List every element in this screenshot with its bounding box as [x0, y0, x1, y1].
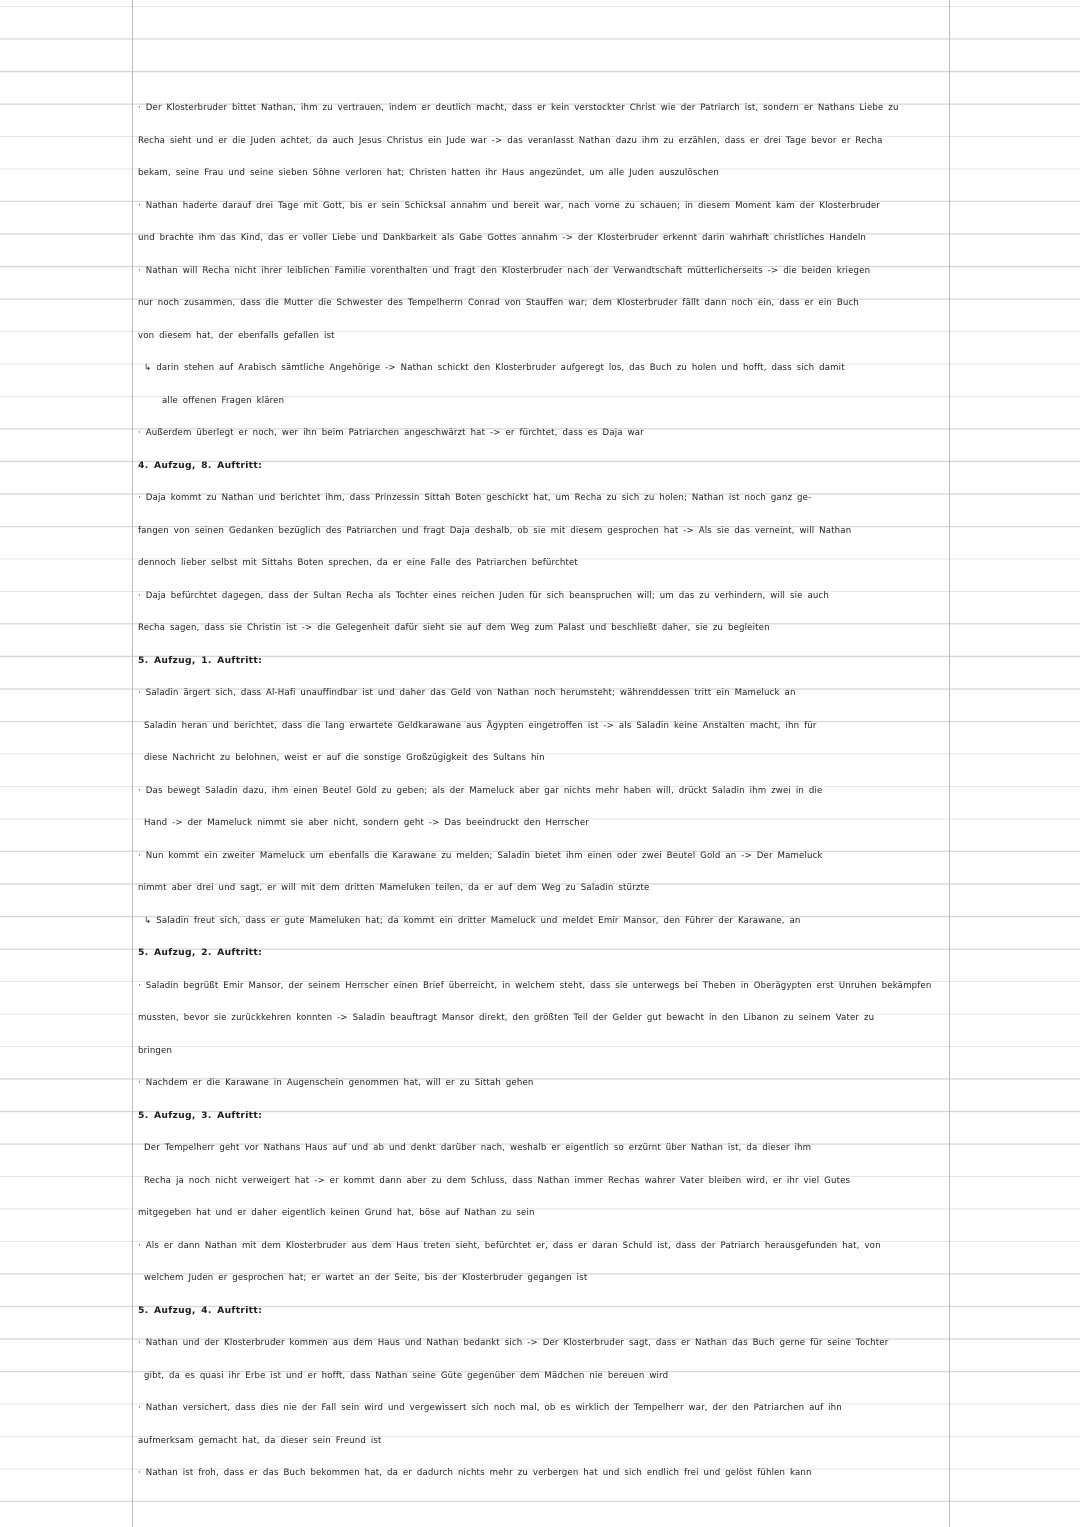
note-line: aufmerksam gemacht hat, da dieser sein Freund ist: [138, 1435, 382, 1446]
note-line: Hand -> der Mameluck nimmt sie aber nicht, sondern geht -> Das beeindruckt den Herrscher: [144, 818, 589, 828]
note-line: · Nachdem er die Karawane in Augenschein genommen hat, will er zu Sittah gehen: [138, 1078, 534, 1088]
note-line: Saladin heran und berichtet, dass die lang erwartete Geldkarawane aus Ägypten eingetroffen ist -> als Saladin keine Anstalten macht, ihn für: [144, 720, 817, 731]
note-line: · Nun kommt ein zweiter Mameluck um ebenfalls die Karawane zu melden; Saladin bietet ihm einen oder zwei Beutel Gold an -> Der Mameluck: [138, 850, 823, 861]
section-heading: 5. Aufzug, 1. Auftritt:: [138, 654, 263, 666]
note-line: mitgegeben hat und er daher eigentlich keinen Grund hat, böse auf Nathan zu sein: [138, 1208, 535, 1218]
note-line: gibt, da es quasi ihr Erbe ist und er hofft, dass Nathan seine Güte gegenüber dem Mädchen nie bereuen wird: [144, 1370, 669, 1381]
note-line: und brachte ihm das Kind, das er voller Liebe und Dankbarkeit als Gabe Gottes annahm -> der Klosterbruder erkennt darin wahrhaft christliches Handeln: [138, 233, 867, 243]
note-line: · Als er dann Nathan mit dem Klosterbruder aus dem Haus treten sieht, befürchtet er, dass er daran Schuld ist, dass der Patriarch herausgefunden hat, von: [138, 1240, 881, 1251]
note-line: Der Tempelherr geht vor Nathans Haus auf und ab und denkt darüber nach, weshalb er eigentlich so erzürnt über Nathan ist, da dieser ihm: [144, 1143, 812, 1153]
note-line: dennoch lieber selbst mit Sittahs Boten sprechen, da er eine Falle des Patriarchen befürchtet: [138, 558, 578, 568]
note-line: · Saladin ärgert sich, dass Al-Hafi unauffindbar ist und daher das Geld von Nathan noch herumsteht; währenddessen tritt ein Mameluck an: [138, 688, 796, 698]
note-line: Recha sieht und er die Juden achtet, da auch Jesus Christus ein Jude war -> das veranlasst Nathan dazu ihm zu erzählen, dass er drei Tage bevor er Recha: [138, 135, 883, 146]
section-heading: 5. Aufzug, 3. Auftritt:: [138, 1109, 263, 1121]
note-line: · Daja befürchtet dagegen, dass der Sultan Recha als Tochter eines reichen Juden für sich beanspruchen will; um das zu verhindern, will sie auch: [138, 590, 829, 601]
note-line: welchem Juden er gesprochen hat; er wartet an der Seite, bis der Klosterbruder gegangen ist: [144, 1273, 588, 1283]
section-heading: 4. Aufzug, 8. Auftritt:: [138, 459, 263, 471]
note-line: · Außerdem überlegt er noch, wer ihn beim Patriarchen angeschwärzt hat -> er fürchtet, dass es Daja war: [138, 428, 644, 438]
note-line: · Nathan ist froh, dass er das Buch bekommen hat, da er dadurch nichts mehr zu verbergen hat und sich endlich frei und gelöst fühlen kann: [138, 1468, 812, 1478]
note-line: mussten, bevor sie zurückkehren konnten -> Saladin beauftragt Mansor direkt, den größten Teil der Gelder gut bewacht in den Libanon zu seinem Vater zu: [138, 1013, 875, 1023]
note-line: alle offenen Fragen klären: [162, 395, 285, 406]
note-line: fangen von seinen Gedanken bezüglich des Patriarchen und fragt Daja deshalb, ob sie mit diesem gesprochen hat -> Als sie das verneint, will Nathan: [138, 525, 852, 536]
note-line: bekam, seine Frau und seine sieben Söhne verloren hat; Christen hatten ihr Haus angezündet, um alle Juden auszulöschen: [138, 168, 719, 178]
note-line: bringen: [138, 1045, 173, 1056]
note-line: · Nathan und der Klosterbruder kommen aus dem Haus und Nathan bedankt sich -> Der Klosterbruder sagt, dass er Nathan das Buch gerne für seine Tochter: [138, 1338, 889, 1348]
note-line: · Nathan haderte darauf drei Tage mit Gott, bis er sein Schicksal annahm und bereit war, nach vorne zu schauen; in diesem Moment kam der Klosterbruder: [138, 200, 881, 211]
note-line: diese Nachricht zu belohnen, weist er auf die sonstige Großzügigkeit des Sultans hin: [144, 753, 545, 763]
note-line: ↳ darin stehen auf Arabisch sämtliche Angehörige -> Nathan schickt den Klosterbruder aufgeregt los, das Buch zu holen und hofft, dass sich damit: [144, 363, 845, 373]
note-line: · Daja kommt zu Nathan und berichtet ihm, dass Prinzessin Sittah Boten geschickt hat, um Recha zu sich zu holen; Nathan ist noch ganz ge-: [138, 493, 812, 503]
section-heading: 5. Aufzug, 2. Auftritt:: [138, 947, 263, 958]
note-line: · Nathan will Recha nicht ihrer leiblichen Familie vorenthalten und fragt den Klosterbruder nach der Verwandtschaft mütterlicherseits -> die beiden kriegen: [138, 265, 871, 276]
note-line: · Nathan versichert, dass dies nie der Fall sein wird und vergewissert sich noch mal, ob es wirklich der Tempelherr war, der den Patriarchen auf ihn: [138, 1403, 842, 1413]
note-line: von diesem hat, der ebenfalls gefallen ist: [138, 330, 335, 341]
left-margin-line: [132, 0, 133, 1527]
note-line: · Der Klosterbruder bittet Nathan, ihm zu vertrauen, indem er deutlich macht, dass er kein verstockter Christ wie der Patriarch ist, sondern er Nathans Liebe zu: [138, 103, 899, 113]
note-line: · Saladin begrüßt Emir Mansor, der seinem Herrscher einen Brief überreicht, in welchem steht, dass sie unterwegs bei Theben in Oberägypten erst Unruhen bekämpfen: [138, 980, 932, 991]
note-line: · Das bewegt Saladin dazu, ihm einen Beutel Gold zu geben; als der Mameluck aber gar nichts mehr haben will, drückt Saladin ihm zwei in die: [138, 785, 823, 796]
handwritten-notes: [138, 92, 946, 1490]
note-line: Recha ja noch nicht verweigert hat -> er kommt dann aber zu dem Schluss, dass Nathan immer Rechas wahrer Vater bleiben wird, er ihr viel Gutes: [144, 1175, 851, 1186]
note-line: nimmt aber drei und sagt, er will mit dem dritten Mameluken teilen, da er auf dem Weg zu Saladin stürzte: [138, 883, 650, 893]
note-line: Recha sagen, dass sie Christin ist -> die Gelegenheit dafür sieht sie auf dem Weg zum Palast und beschließt daher, sie zu begleiten: [138, 623, 770, 633]
section-heading: 5. Aufzug, 4. Auftritt:: [138, 1304, 263, 1316]
note-line: ↳ Saladin freut sich, dass er gute Mameluken hat; da kommt ein dritter Mameluck und meldet Emir Mansor, den Führer der Karawane, an: [144, 915, 801, 926]
note-line: nur noch zusammen, dass die Mutter die Schwester des Tempelherrn Conrad von Stauffen war; dem Klosterbruder fällt dann noch ein, dass er ein Buch: [138, 298, 859, 308]
right-margin-line: [949, 0, 950, 1527]
